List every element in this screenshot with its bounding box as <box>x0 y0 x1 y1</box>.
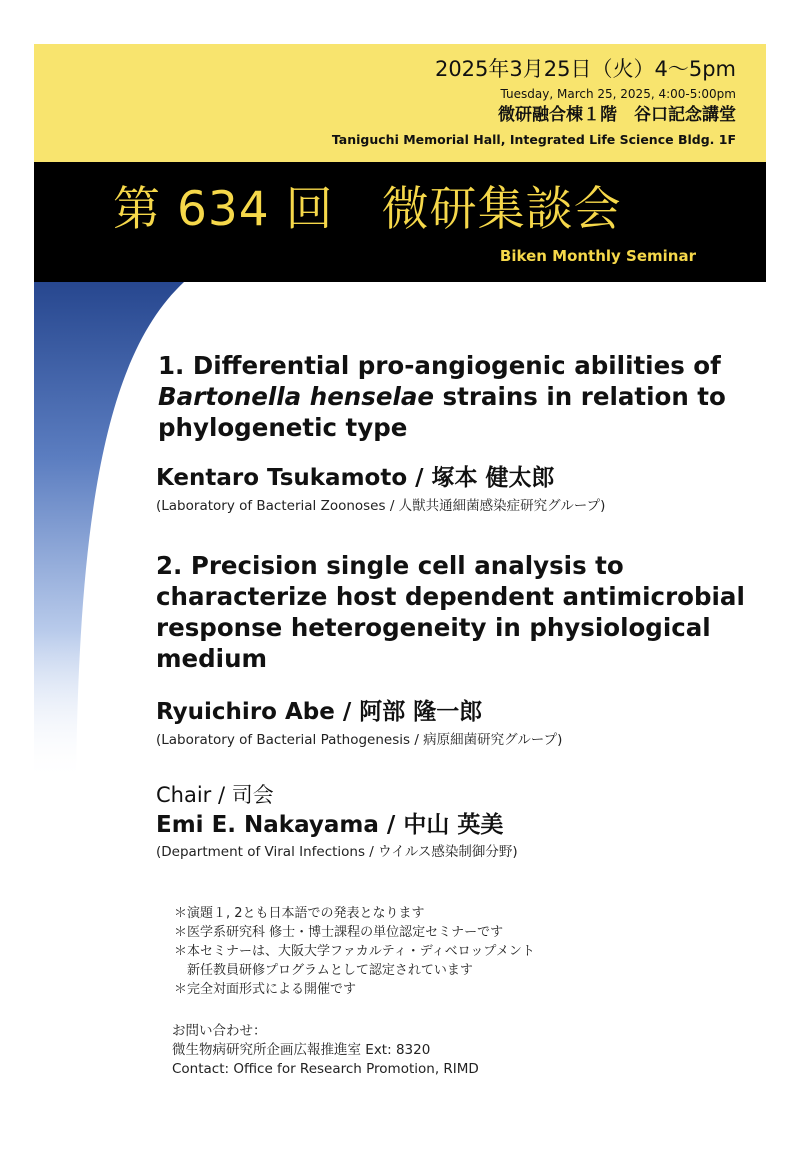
seminar-title-jp: 第 634 回 微研集談会 <box>113 182 622 237</box>
notes-list <box>174 904 535 999</box>
talk-2-title-line: medium <box>156 644 268 673</box>
seminar-title-en: Biken Monthly Seminar <box>499 247 696 265</box>
talk-2-speaker: Ryuichiro Abe / 阿部 隆一郎 <box>156 699 483 725</box>
talk-2-title <box>156 550 745 674</box>
species-name: Bartonella henselae <box>158 382 434 411</box>
venue-en: Taniguchi Memorial Hall, Integrated Life Science Bldg. 1F <box>331 132 736 147</box>
talk-2-affiliation: (Laboratory of Bacterial Pathogenesis / 病原細菌研究グループ) <box>156 732 563 748</box>
note-item: 新任教員研修プログラムとして認定されています <box>174 963 473 978</box>
chair-label: Chair / 司会 <box>156 783 274 807</box>
venue-jp: 微研融合棟１階 谷口記念講堂 <box>498 105 736 125</box>
talk-1-title-line <box>158 381 726 412</box>
chair-affiliation: (Department of Viral Infections / ウイルス感染制御分野) <box>156 844 518 860</box>
talk-1-title-rest: strains in relation to <box>434 382 726 411</box>
talk-1-affiliation: (Laboratory of Bacterial Zoonoses / 人獣共通細菌感染症研究グループ) <box>156 498 606 514</box>
contact-block <box>172 1022 479 1079</box>
note-item: ＊本セミナーは、大阪大学ファカルティ・ディベロップメント <box>174 944 535 959</box>
talk-2-title-line: response heterogeneity in physiological <box>156 613 711 642</box>
talk-1-title-line: 1. Differential pro-angiogenic abilities of <box>158 351 721 380</box>
contact-office-jp: 微生物病研究所企画広報推進室 Ext: 8320 <box>172 1042 431 1058</box>
event-date-jp: 2025年3月25日（火）4～5pm <box>434 57 736 81</box>
note-item: ＊医学系研究科 修士・博士課程の単位認定セミナーです <box>174 925 504 940</box>
chair-name: Emi E. Nakayama / 中山 英美 <box>156 812 504 838</box>
note-item: ＊演題１, 2とも日本語での発表となります <box>174 906 425 921</box>
note-item: ＊完全対面形式による開催です <box>174 982 357 997</box>
talk-1-title-line: phylogenetic type <box>158 413 408 442</box>
talk-2-title-line: characterize host dependent antimicrobial <box>156 582 745 611</box>
talk-1-title <box>158 350 726 443</box>
event-date-en: Tuesday, March 25, 2025, 4:00-5:00pm <box>500 87 736 101</box>
talk-1-speaker: Kentaro Tsukamoto / 塚本 健太郎 <box>156 465 555 491</box>
contact-heading: お問い合わせ： <box>172 1023 267 1039</box>
contact-office-en: Contact: Office for Research Promotion, RIMD <box>172 1061 479 1077</box>
talk-2-title-line: 2. Precision single cell analysis to <box>156 551 624 580</box>
